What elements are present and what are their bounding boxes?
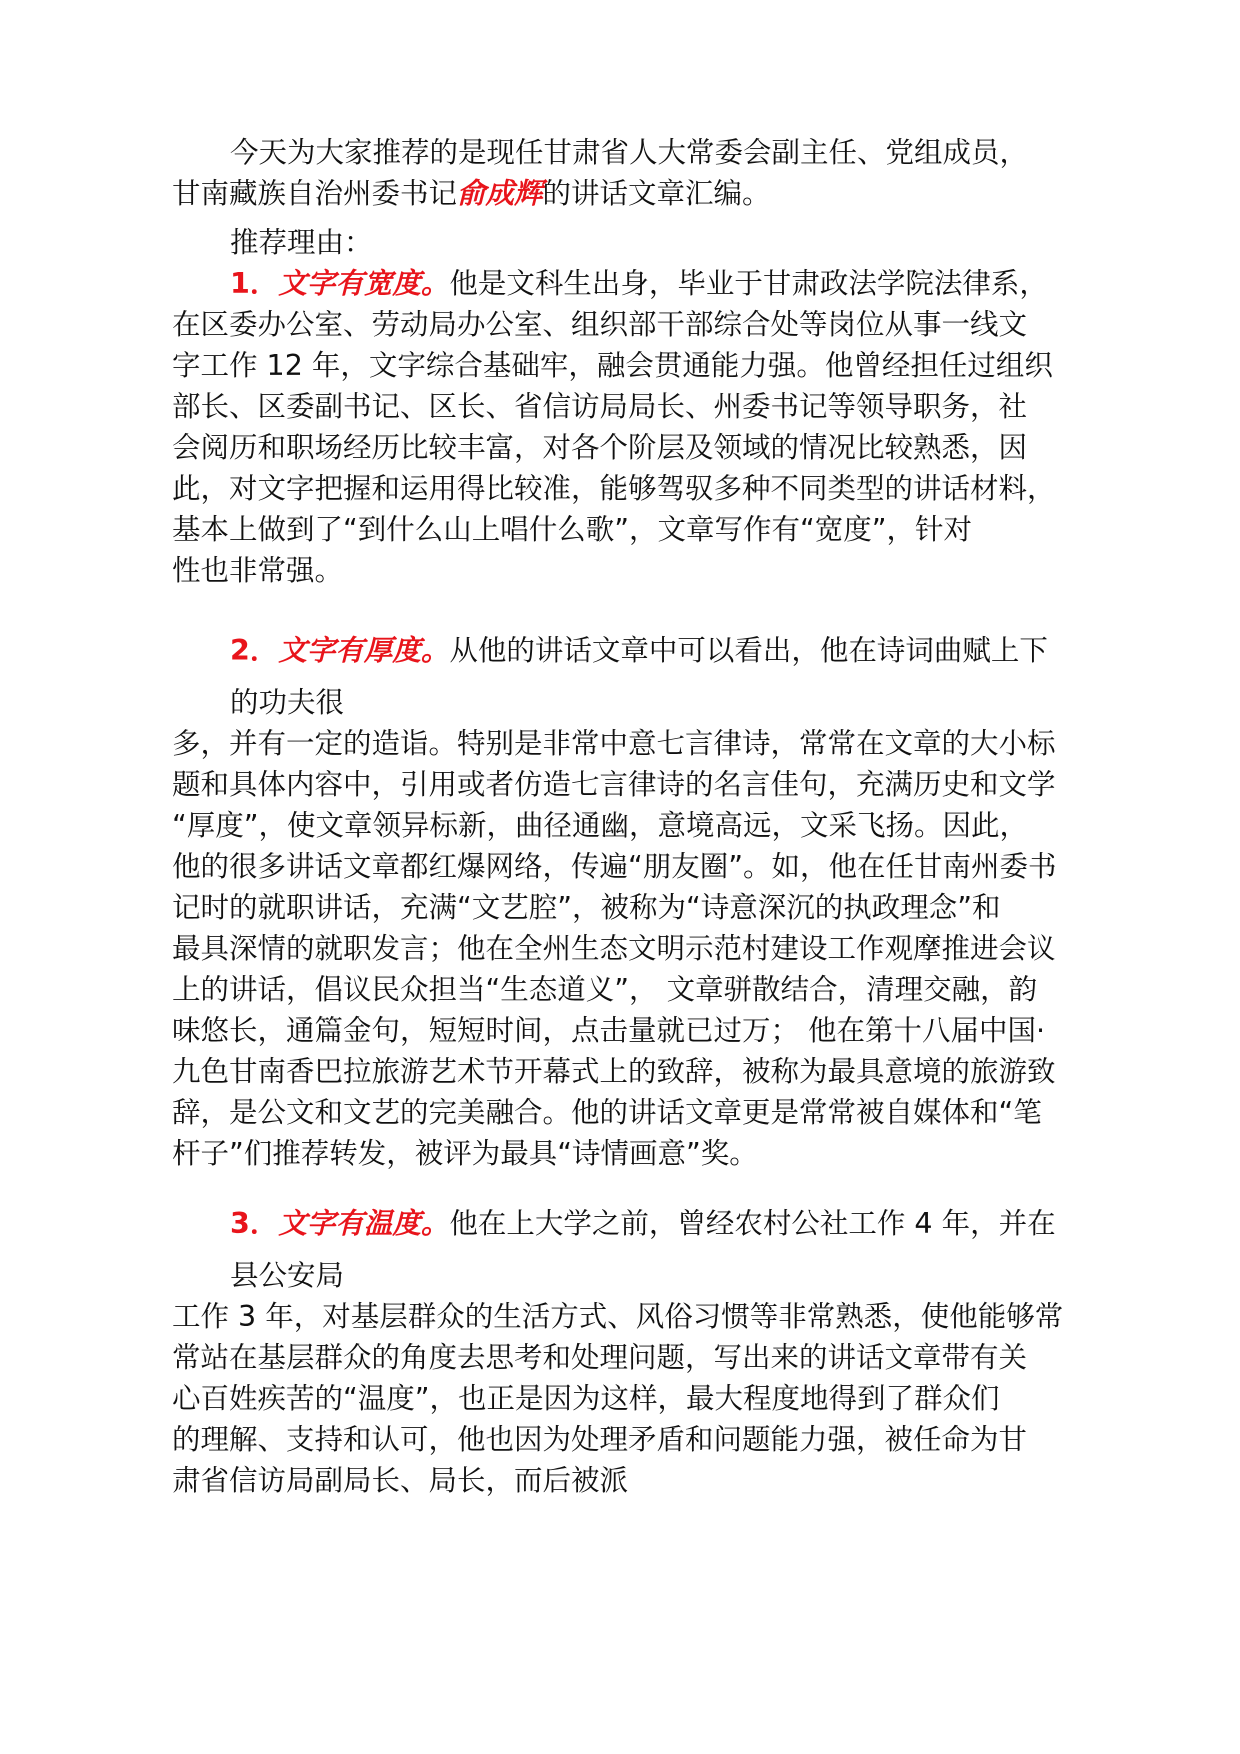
reason-3-line: 县公安局	[230, 1259, 345, 1292]
reason-3-line: 肃省信访局副局长、局长，而后被派	[172, 1464, 629, 1497]
reason-2-line: 杆子”们推荐转发，被评为最具“诗情画意”奖。	[172, 1137, 758, 1170]
reason-1-line: 此，对文字把握和运用得比较准，能够驾驭多种不同类型的讲话材料，	[172, 472, 1056, 505]
reason-2-line: 他的很多讲话文章都红爆网络，传遍“朋友圈”。如，他在任甘南州委书	[172, 850, 1057, 883]
reason-3-paragraph	[172, 1203, 1092, 1501]
reason-1-line: 部长、区委副书记、区长、省信访局局长、州委书记等领导职务，社	[172, 390, 1028, 423]
reason-2-line: 记时的就职讲话，充满“文艺腔”，被称为“诗意深沉的执政理念”和	[172, 891, 1001, 924]
reason-2-line: “厚度”，使文章领异标新，曲径通幽，意境高远，文采飞扬。因此，	[172, 809, 1029, 842]
reason-1-line: 基本上做到了“到什么山上唱什么歌”，文章写作有“宽度”，针对	[172, 513, 973, 546]
reason-2-line: 题和具体内容中，引用或者仿造七言律诗的名言佳句，充满历史和文学	[172, 768, 1056, 801]
reason-3-line: 的理解、支持和认可，他也因为处理矛盾和问题能力强，被任命为甘	[172, 1423, 1028, 1456]
reason-1-paragraph	[172, 263, 1092, 591]
reason-3-line: 工作 3 年，对基层群众的生活方式、风俗习惯等非常熟悉，使他能够常	[172, 1300, 1064, 1333]
reason-2-line: 上的讲话，倡议民众担当“生态道义”， 文章骈散结合，清理交融，韵	[172, 973, 1038, 1006]
reason-3-heading: 文字有温度。	[278, 1207, 450, 1240]
reason-2-number: 2．	[230, 634, 279, 667]
intro-line-2: 甘南藏族自治州委书记俞成辉的讲话文章汇编。	[172, 177, 771, 210]
reason-1-number: 1．	[230, 267, 279, 300]
reason-2-line: 辞，是公文和文艺的完美融合。他的讲话文章更是常常被自媒体和“笔	[172, 1096, 1042, 1129]
intro-line-1: 今天为大家推荐的是现任甘肃省人大常委会副主任、党组成员，	[230, 136, 1029, 169]
reason-2-first-line: 2．文字有厚度。从他的讲话文章中可以看出，他在诗词曲赋上下	[230, 634, 1048, 667]
reason-2-line: 味悠长，通篇金句，短短时间，点击量就已过万； 他在第十八届中国·	[172, 1014, 1046, 1047]
reason-3-number: 3．	[230, 1207, 279, 1240]
reason-3-line: 心百姓疾苦的“温度”，也正是因为这样，最大程度地得到了群众们	[172, 1382, 1000, 1415]
reason-3-first-line: 3．文字有温度。他在上大学之前，曾经农村公社工作 4 年，并在	[230, 1207, 1056, 1240]
reason-1-line: 字工作 12 年，文字综合基础牢，融会贯通能力强。他曾经担任过组织	[172, 349, 1053, 382]
reason-2-paragraph	[172, 630, 1092, 1174]
reason-1-first-line: 1．文字有宽度。他是文科生出身，毕业于甘肃政法学院法律系，	[230, 267, 1048, 300]
reason-1-line: 性也非常强。	[172, 554, 344, 587]
reasons-label: 推荐理由：	[230, 226, 373, 259]
reason-2-line: 的功夫很	[230, 686, 345, 719]
reason-2-line: 九色甘南香巴拉旅游艺术节开幕式上的致辞，被称为最具意境的旅游致	[172, 1055, 1056, 1088]
reason-2-line: 最具深情的就职发言；他在全州生态文明示范村建设工作观摩推进会议	[172, 932, 1056, 965]
reason-1-line: 在区委办公室、劳动局办公室、组织部干部综合处等岗位从事一线文	[172, 308, 1028, 341]
highlighted-name: 俞成辉	[457, 177, 543, 210]
reason-2-heading: 文字有厚度。	[278, 634, 450, 667]
reason-2-line: 多，并有一定的造诣。特别是非常中意七言律诗，常常在文章的大小标	[172, 727, 1056, 760]
reason-1-line: 会阅历和职场经历比较丰富，对各个阶层及领域的情况比较熟悉，因	[172, 431, 1028, 464]
intro-paragraph	[172, 132, 1092, 214]
reason-1-heading: 文字有宽度。	[278, 267, 450, 300]
reason-3-line: 常站在基层群众的角度去思考和处理问题，写出来的讲话文章带有关	[172, 1341, 1028, 1374]
